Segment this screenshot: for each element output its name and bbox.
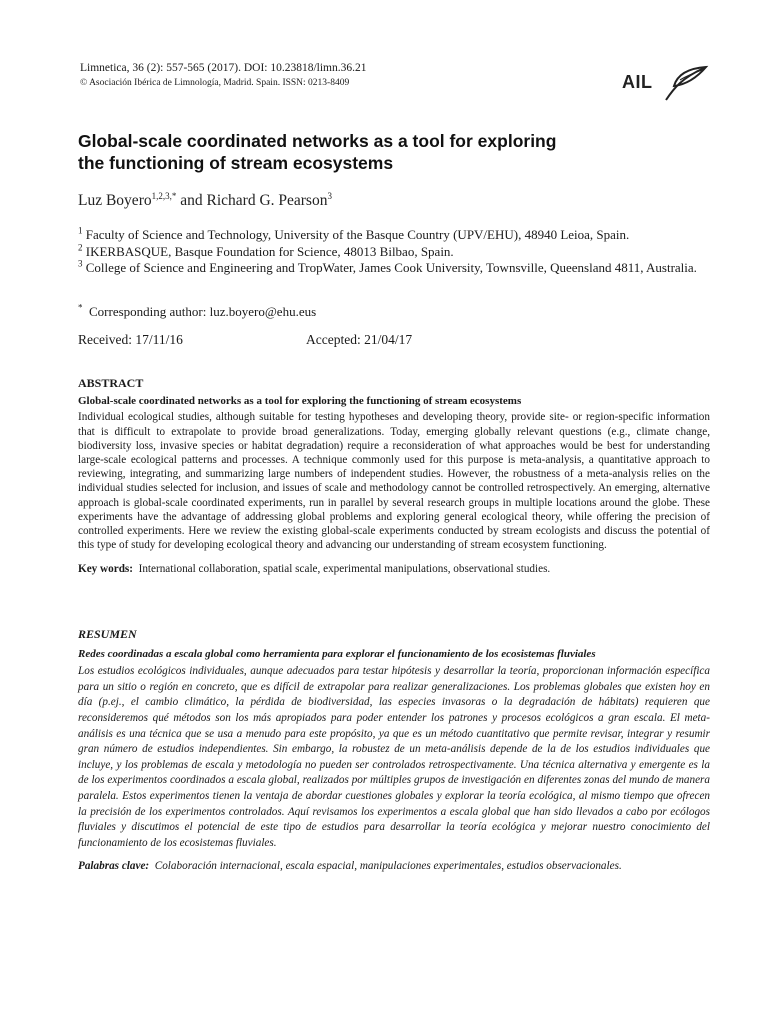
affiliation-number: 2 [78, 242, 83, 253]
resumen-heading: RESUMEN [78, 627, 137, 641]
article-title [78, 130, 678, 174]
keywords-label: Key words: [78, 563, 133, 576]
author-1-affiliation-marks: 1,2,3,* [151, 190, 177, 201]
abstract-subtitle: Global-scale coordinated networks as a tool for exploring the functioning of stream ecosystems [78, 395, 522, 408]
leaf-logo-icon [660, 64, 710, 104]
copyright-line: © Asociación Ibérica de Limnología, Madrid. Spain. ISSN: 0213-8409 [80, 78, 350, 88]
keywords [78, 562, 710, 576]
accepted-date: Accepted: 21/04/17 [306, 332, 413, 347]
resumen-subtitle: Redes coordinadas a escala global como herramienta para explorar el funcionamiento de los ecosistemas fluviales [78, 647, 596, 660]
affiliation-text: College of Science and Engineering and TropWater, James Cook University, Townsville, Queensland 4811, Australia. [85, 260, 697, 275]
palabras-clave-text: Colaboración internacional, escala espacial, manipulaciones experimentales, estudios observacionales. [154, 860, 622, 873]
affiliation-1 [78, 227, 698, 244]
affiliation-number: 3 [78, 258, 83, 269]
journal-logo [622, 64, 710, 104]
abstract-heading: ABSTRACT [78, 376, 144, 390]
corresponding-author [78, 304, 316, 320]
abstract-section [78, 376, 710, 577]
title-line-1: Global-scale coordinated networks as a tool for exploring [78, 131, 557, 151]
affiliation-text: Faculty of Science and Technology, University of the Basque Country (UPV/EHU), 48940 Leioa, Spain. [85, 227, 630, 242]
author-2: Richard G. Pearson [206, 192, 328, 209]
abstract-body: Individual ecological studies, although suitable for testing hypotheses and developing theory, provide site- or region-specific information that is difficult to extrapolate to provide broad generalizations. Today, emerging globally relevant questions (e.g., climate change, biodiversity loss, invasive species or habitat degradation) require a reconsideration of what approaches would be best for understanding large-scale ecological patterns and processes. A technique commonly used for this purpose is meta-analysis, a quantitative approach to reviewing, integrating, and summarizing large numbers of independent studies. However, the robustness of a meta-analysis relies on the individual studies selected for inclusion, and issues of scale and methodology cannot be controlled retrospectively. An emerging, alternative approach is global-scale coordinated experiments, run in parallel by several research groups in multiple locations around the globe. These experiments have the advantage of addressing global problems and exploring general ecological theory, while offering the precision of controlled experiments. Here we review the existing global-scale experiments conducted by stream ecologists and discuss the potential of this type of study for developing ecological theory and advancing our understanding of stream ecosystem functioning. [78, 411, 710, 552]
affiliation-2 [78, 244, 698, 261]
title-line-2: the functioning of stream ecosystems [78, 153, 394, 173]
author-2-affiliation-marks: 3 [327, 190, 332, 201]
author-1: Luz Boyero [78, 192, 152, 209]
journal-header [80, 61, 367, 91]
palabras-clave [78, 859, 710, 875]
resumen-body: Los estudios ecológicos individuales, aunque adecuados para testar hipótesis y desarrollar la teoría, proporcionan información específica para un sitio o región en concreto, que es difícil de extrapolar para realizar generalizaciones. Los problemas globales que existen hoy en día (p.ej., el cambio climático, la pérdida de biodiversidad, las especies invasoras o la degradación de hábitats) requieren que reconsideremos qué métodos son los más apropiados para poder entender los patrones y procesos ecológicos a gran escala. El meta-análisis es una técnica que se usa a menudo para este propósito, ya que es un método cuantitativo que permite revisar, integrar y resumir gran número de estudios independientes. Sin embargo, la robustez de un meta-análisis depende de la de los estudios individuales que incluye, y los problemas de escala y metodología no pueden ser controlados retrospectivamente. Una técnica alternativa y emergente es la de los experimentos coordinados a escala global, realizados por múltiples grupos de investigación en diferentes zonas del mundo de manera paralela. Estos experimentos tienen la ventaja de abordar cuestiones globales y explorar la teoría ecológica, al mismo tiempo que ofrecen la precisión de los experimentos controlados. Aquí revisamos los experimentos a escala global que han sido llevados a cabo por ecólogos fluviales y discutimos el potencial de este tipo de estudios para desarrollar la teoría ecológica y mejorar nuestro conocimiento del funcionamiento de los ecosistemas fluviales. [78, 665, 710, 849]
affiliation-text: IKERBASQUE, Basque Foundation for Science, 48013 Bilbao, Spain. [85, 243, 454, 259]
resumen-section [78, 627, 710, 875]
logo-text: AIL [622, 72, 653, 92]
corresponding-mark: * [78, 302, 83, 313]
affiliation-number: 1 [78, 225, 83, 236]
palabras-clave-label: Palabras clave: [78, 860, 150, 873]
corresponding-text: Corresponding author: luz.boyero@ehu.eus [89, 304, 317, 319]
authors [78, 192, 332, 210]
affiliation-3 [78, 260, 698, 277]
keywords-text: International collaboration, spatial scale, experimental manipulations, observational studies. [138, 563, 551, 576]
citation: Limnetica, 36 (2): 557-565 (2017). DOI: 10.23818/limn.36.21 [80, 62, 367, 74]
author-separator: and [176, 192, 207, 209]
affiliations [78, 227, 698, 277]
article-dates [78, 332, 678, 348]
received-date: Received: 17/11/16 [78, 332, 183, 347]
